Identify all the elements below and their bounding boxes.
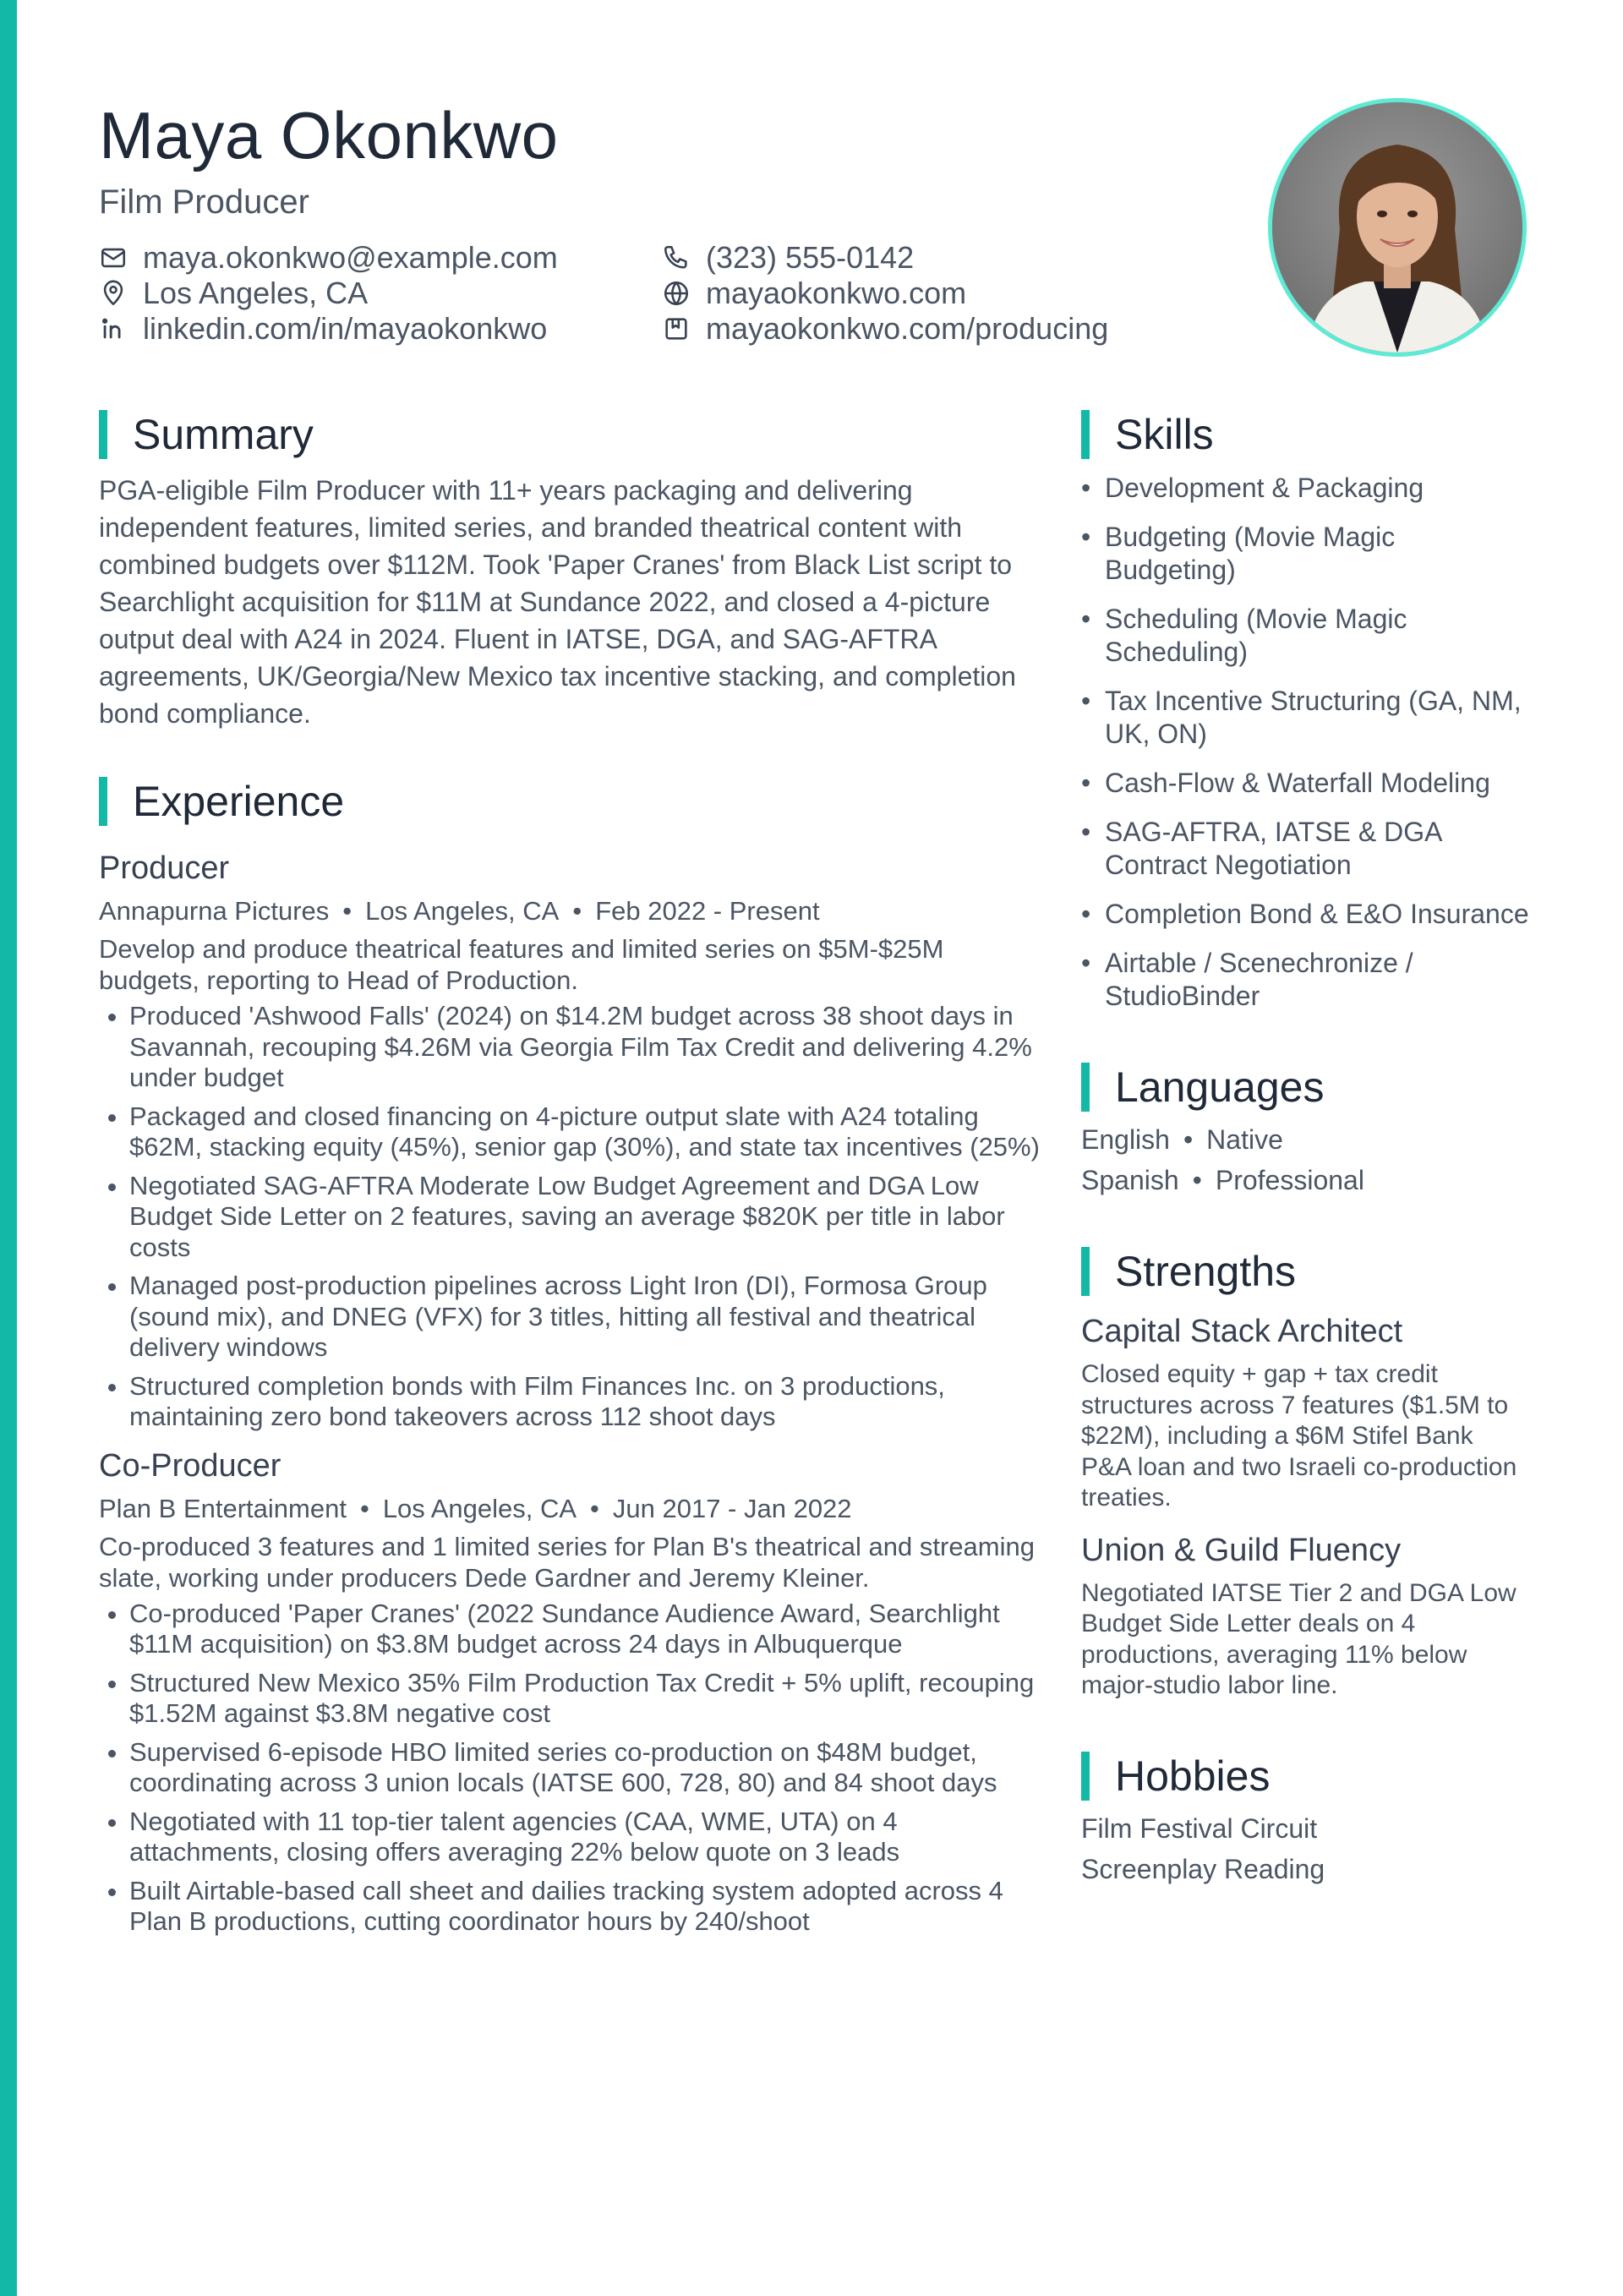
hobbies-list [1081,1812,1529,1886]
experience-heading-text: Experience [133,778,345,825]
skill-item: • SAG-AFTRA, IATSE & DGA Contract Negotiation [1081,816,1529,882]
skill-item: • Development & Packaging [1081,472,1529,505]
phone-icon [662,243,691,272]
strengths-heading-text: Strengths [1115,1248,1297,1295]
language-item [1081,1123,1529,1156]
summary-text: PGA-eligible Film Producer with 11+ years packaging and delivering independent features, limited series, and branded theatrical content with combined budgets over $112M. Took 'Paper Cranes' from Black List script to Searchlight acquisition for $11M at Sundance 2022, and closed a 4-picture output deal with A24 in 2024. Fluent in IATSE, DGA, and SAG-AFTRA agreements, UK/Georgia/New Mexico tax incentive stacking, and completion bond compliance. [99,475,1016,729]
candidate-name: Maya Okonkwo [99,98,559,172]
main-column [99,409,1041,1945]
contact-list [99,242,1198,345]
experience-heading [99,776,1041,827]
linkedin-icon [99,314,128,343]
language-level: Native [1206,1124,1283,1155]
contact-website-text: mayaokonkwo.com [706,276,967,310]
profile-portrait-icon [1272,102,1522,353]
achievement-item: • Structured completion bonds with Film Finances Inc. on 3 productions, maintaining zero bond takeovers across 112 shoot days [129,1371,1041,1433]
job-meta [99,894,1041,928]
job-company: Plan B Entertainment [99,1493,347,1523]
separator-dot: • [342,896,352,926]
achievement-item: • Negotiated with 11 top-tier talent agencies (CAA, WME, UTA) on 4 attachments, closing offers averaging 22% below quote on 3 leads [129,1807,1041,1868]
skill-item: • Airtable / Scenechronize / StudioBinder [1081,947,1529,1013]
strength-title: Capital Stack Architect [1081,1314,1403,1349]
job-title: Producer [99,850,230,886]
contact-email-text: maya.okonkwo@example.com [143,240,558,275]
achievement-item: • Co-produced 'Paper Cranes' (2022 Sundance Audience Award, Searchlight $11M acquisition) on $3.8M budget across 24 days in Albuquerque [129,1599,1041,1660]
skills-heading-text: Skills [1115,411,1214,458]
summary-heading [99,409,1041,460]
portfolio-icon [662,314,691,343]
contact-linkedin-text: linkedin.com/in/mayaokonkwo [143,311,548,346]
language-level: Professional [1215,1165,1364,1195]
job-description: Develop and produce theatrical features and limited series on $5M-$25M budgets, reporting to Head of Production. [99,934,944,995]
achievement-item: • Packaged and closed financing on 4-picture output slate with A24 totaling $62M, stacking equity (45%), senior gap (30%), and state tax incentives (25%) [129,1102,1041,1163]
achievement-item: • Structured New Mexico 35% Film Production Tax Credit + 5% uplift, recouping $1.52M against $3.8M negative cost [129,1668,1041,1730]
hobbies-heading-text: Hobbies [1115,1752,1271,1800]
sidebar-column [1081,409,1529,1886]
skill-item: • Cash-Flow & Waterfall Modeling [1081,767,1529,800]
strength-description: Closed equity + gap + tax credit structures across 7 features ($1.5M to $22M), including a $6M Stifel Bank P&A loan and two Israeli co-production treaties. [1081,1360,1517,1512]
achievement-item: • Managed post-production pipelines across Light Iron (DI), Formosa Group (sound mix), and DNEG (VFX) for 3 titles, hitting all festival and theatrical delivery windows [129,1271,1041,1364]
separator-dot: • [1183,1124,1194,1155]
skill-item: • Completion Bond & E&O Insurance [1081,898,1529,931]
heading-accent-bar [1081,1752,1090,1801]
strengths-heading [1081,1246,1529,1297]
profile-photo [1268,98,1527,357]
job-meta [99,1492,1041,1526]
heading-accent-bar [1081,410,1090,459]
strength-item [1081,1310,1529,1514]
job-entry [99,1445,1041,1938]
languages-heading-text: Languages [1115,1063,1325,1111]
contact-portfolio-text: mayaokonkwo.com/producing [706,311,1109,346]
job-dates: Jun 2017 - Jan 2022 [612,1493,852,1523]
job-achievements [99,1001,1041,1433]
skill-item: • Budgeting (Movie Magic Budgeting) [1081,521,1529,587]
separator-dot: • [359,1493,369,1523]
separator-dot: • [1192,1165,1202,1195]
location-pin-icon [99,279,128,308]
job-entry [99,847,1041,1433]
summary-heading-text: Summary [133,411,314,458]
language-name: English [1081,1124,1170,1155]
skills-heading [1081,409,1529,460]
globe-icon [662,279,691,308]
hobby-item: Screenplay Reading [1081,1853,1325,1884]
language-name: Spanish [1081,1165,1179,1195]
heading-accent-bar [1081,1247,1090,1296]
languages-list [1081,1123,1529,1197]
resume-header [99,95,1198,345]
language-item [1081,1163,1529,1197]
separator-dot: • [572,896,582,926]
skills-list [1081,472,1529,1013]
candidate-title: Film Producer [99,183,309,221]
achievement-item: • Built Airtable-based call sheet and dailies tracking system adopted across 4 Plan B productions, cutting coordinator hours by 240/shoot [129,1876,1041,1938]
skill-item: • Tax Incentive Structuring (GA, NM, UK, ON) [1081,685,1529,751]
separator-dot: • [590,1493,599,1523]
contact-portfolio[interactable] [662,313,1135,345]
mail-icon [99,243,128,272]
heading-accent-bar [99,777,107,826]
job-dates: Feb 2022 - Present [595,896,820,926]
achievement-item: • Produced 'Ashwood Falls' (2024) on $14.2M budget across 38 shoot days in Savannah, recouping $4.26M via Georgia Film Tax Credit and delivering 4.2% under budget [129,1001,1041,1094]
job-location: Los Angeles, CA [365,896,560,926]
job-description: Co-produced 3 features and 1 limited series for Plan B's theatrical and streaming slate, working under producers Dede Gardner and Jeremy Kleiner. [99,1531,1035,1593]
accent-bar [0,0,17,2296]
job-title: Co-Producer [99,1447,281,1484]
strength-item [1081,1529,1529,1702]
heading-accent-bar [1081,1063,1090,1112]
job-company: Annapurna Pictures [99,896,330,926]
contact-location-text: Los Angeles, CA [143,276,369,310]
contact-phone[interactable] [662,242,1135,274]
job-location: Los Angeles, CA [382,1493,577,1523]
strength-title: Union & Guild Fluency [1081,1532,1402,1568]
contact-location [99,277,662,309]
hobby-item: Film Festival Circuit [1081,1812,1318,1844]
contact-linkedin[interactable] [99,313,662,345]
achievement-item: • Supervised 6-episode HBO limited series co-production on $48M budget, coordinating across 3 union locals (IATSE 600, 728, 80) and 84 shoot days [129,1737,1041,1799]
hobbies-heading [1081,1751,1529,1801]
contact-website[interactable] [662,277,1135,309]
languages-heading [1081,1062,1529,1112]
heading-accent-bar [99,410,107,459]
strength-description: Negotiated IATSE Tier 2 and DGA Low Budget Side Letter deals on 4 productions, averaging 11% below major-studio labor line. [1081,1578,1516,1699]
skill-item: • Scheduling (Movie Magic Scheduling) [1081,603,1529,669]
achievement-item: • Negotiated SAG-AFTRA Moderate Low Budget Agreement and DGA Low Budget Side Letter on 2 features, saving an average $820K per title in labor costs [129,1171,1041,1264]
contact-phone-text: (323) 555-0142 [706,240,915,275]
job-achievements [99,1599,1041,1938]
contact-email[interactable] [99,242,662,274]
